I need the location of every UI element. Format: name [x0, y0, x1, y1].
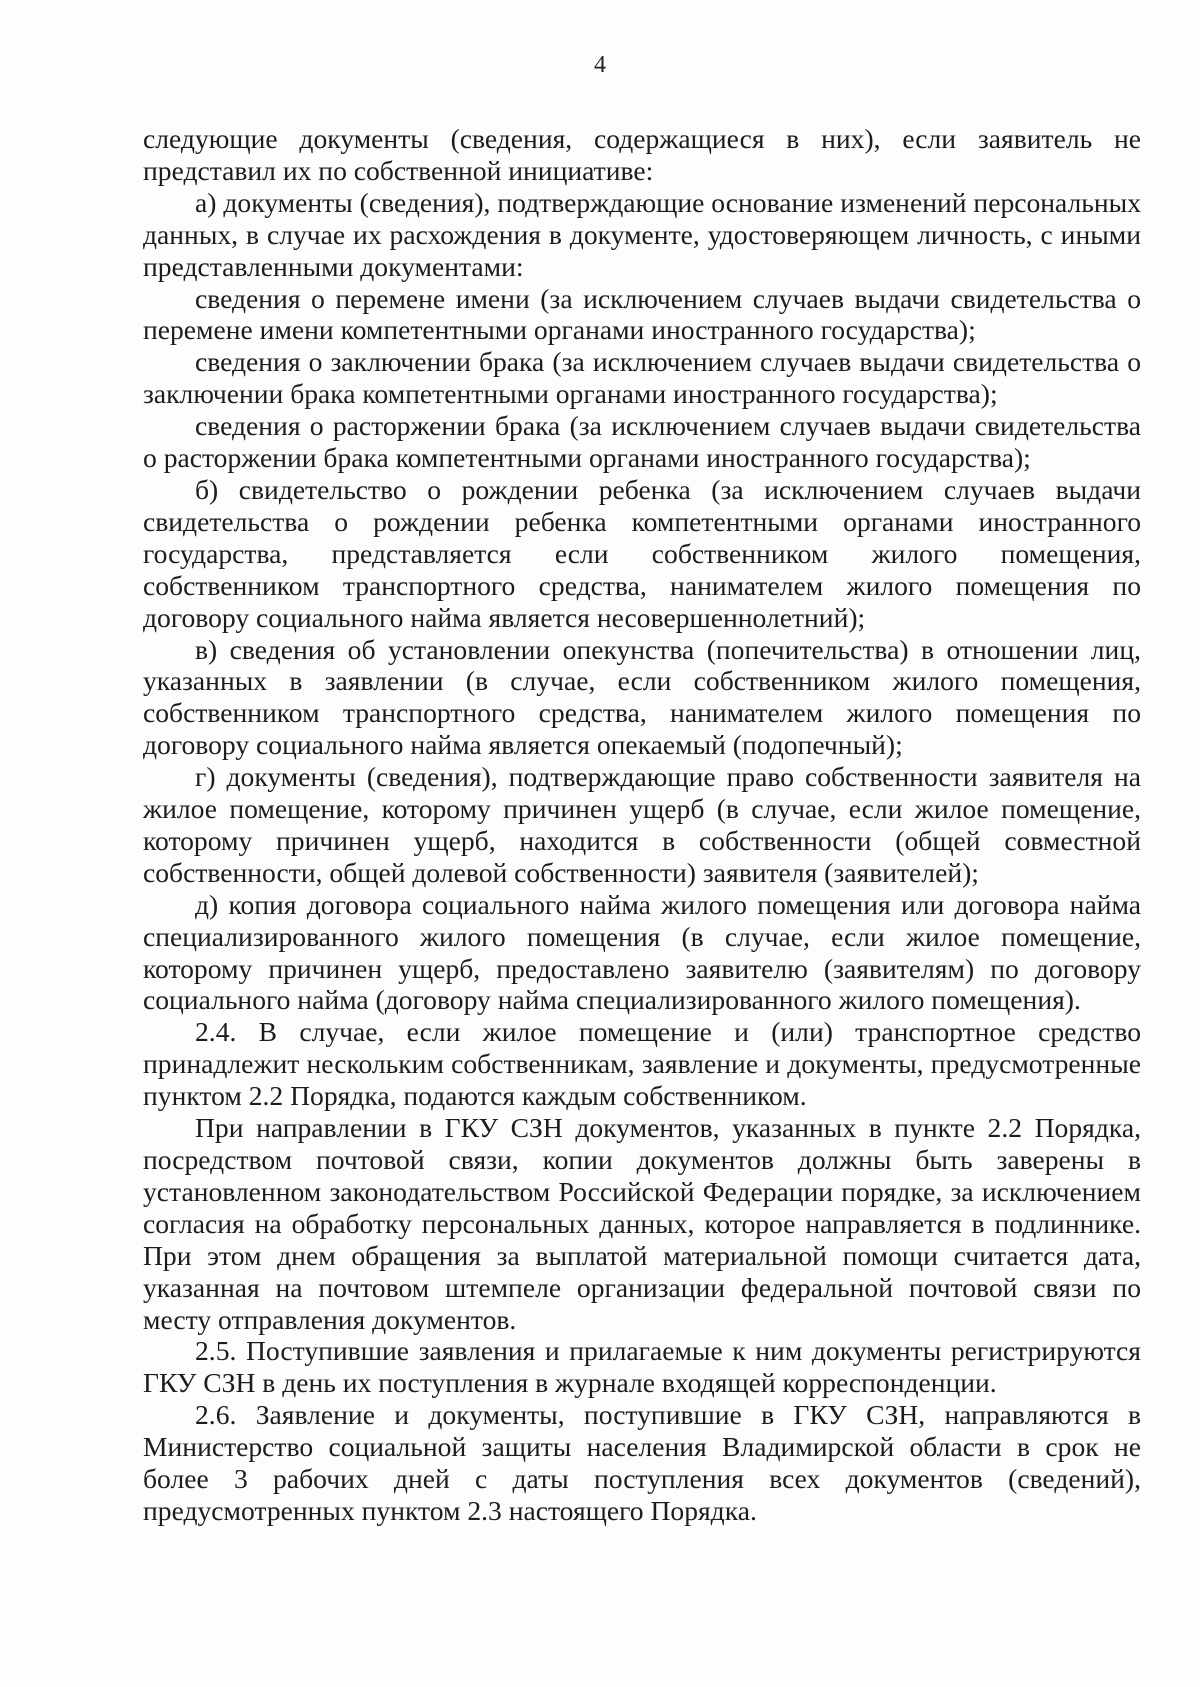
- paragraph-marriage: сведения о заключении брака (за исключением случаев выдачи свидетельства о заключении брака компетентными органами иностранного государства);: [143, 346, 1141, 410]
- paragraph-2-6: 2.6. Заявление и документы, поступившие в ГКУ СЗН, направляются в Министерство социальной защиты населения Владимирской области в срок не более 3 рабочих дней с даты поступления всех документов (сведений), предусмотренных пунктом 2.3 настоящего Порядка.: [143, 1399, 1141, 1526]
- paragraph-name-change: сведения о перемене имени (за исключением случаев выдачи свидетельства о перемене имени компетентными органами иностранного государства);: [143, 282, 1141, 346]
- paragraph-postal: При направлении в ГКУ СЗН документов, указанных в пункте 2.2 Порядка, посредством почтовой связи, копии документов должны быть заверены в установленном законодательством Российской Федерации порядке, за исключением согласия на обработку персональных данных, которое направляется в подлиннике. При этом днем обращения за выплатой материальной помощи считается дата, указанная на почтовом штемпеле организации федеральной почтовой связи по месту отправления документов.: [143, 1112, 1141, 1335]
- paragraph-item-g: г) документы (сведения), подтверждающие право собственности заявителя на жилое помещение, которому причинен ущерб (в случае, если жилое помещение, которому причинен ущерб, находится в собственности (общей совместной собственности, общей долевой собственности) заявителя (заявителей);: [143, 761, 1141, 888]
- page-number: 4: [594, 52, 606, 78]
- document-body: [143, 123, 1141, 1527]
- paragraph-item-d: д) копия договора социального найма жилого помещения или договора найма специализированного жилого помещения (в случае, если жилое помещение, которому причинен ущерб, предоставлено заявителю (заявителям) по договору социального найма (договору найма специализированного жилого помещения).: [143, 888, 1141, 1016]
- paragraph-2-5: 2.5. Поступившие заявления и прилагаемые к ним документы регистрируются ГКУ СЗН в день их поступления в журнале входящей корреспонденции.: [143, 1335, 1141, 1399]
- paragraph-2-4: 2.4. В случае, если жилое помещение и (или) транспортное средство принадлежит нескольким собственникам, заявление и документы, предусмотренные пунктом 2.2 Порядка, подаются каждым собственником.: [143, 1016, 1141, 1112]
- paragraph-item-v: в) сведения об установлении опекунства (попечительства) в отношении лиц, указанных в заявлении (в случае, если собственником жилого помещения, собственником транспортного средства, нанимателем жилого помещения по договору социального найма является опекаемый (подопечный);: [143, 633, 1141, 761]
- paragraph-divorce: сведения о расторжении брака (за исключением случаев выдачи свидетельства о расторжении брака компетентными органами иностранного государства);: [143, 410, 1141, 474]
- paragraph-item-a: а) документы (сведения), подтверждающие основание изменений персональных данных, в случае их расхождения в документе, удостоверяющем личность, с иными представленными документами:: [143, 186, 1141, 282]
- paragraph-intro: следующие документы (сведения, содержащиеся в них), если заявитель не представил их по собственной инициативе:: [143, 123, 1141, 186]
- paragraph-item-b: б) свидетельство о рождении ребенка (за исключением случаев выдачи свидетельства о рождении ребенка компетентными органами иностранного государства, представляется если собственником жилого помещения, собственником транспортного средства, нанимателем жилого помещения по договору социального найма является несовершеннолетний);: [143, 473, 1141, 633]
